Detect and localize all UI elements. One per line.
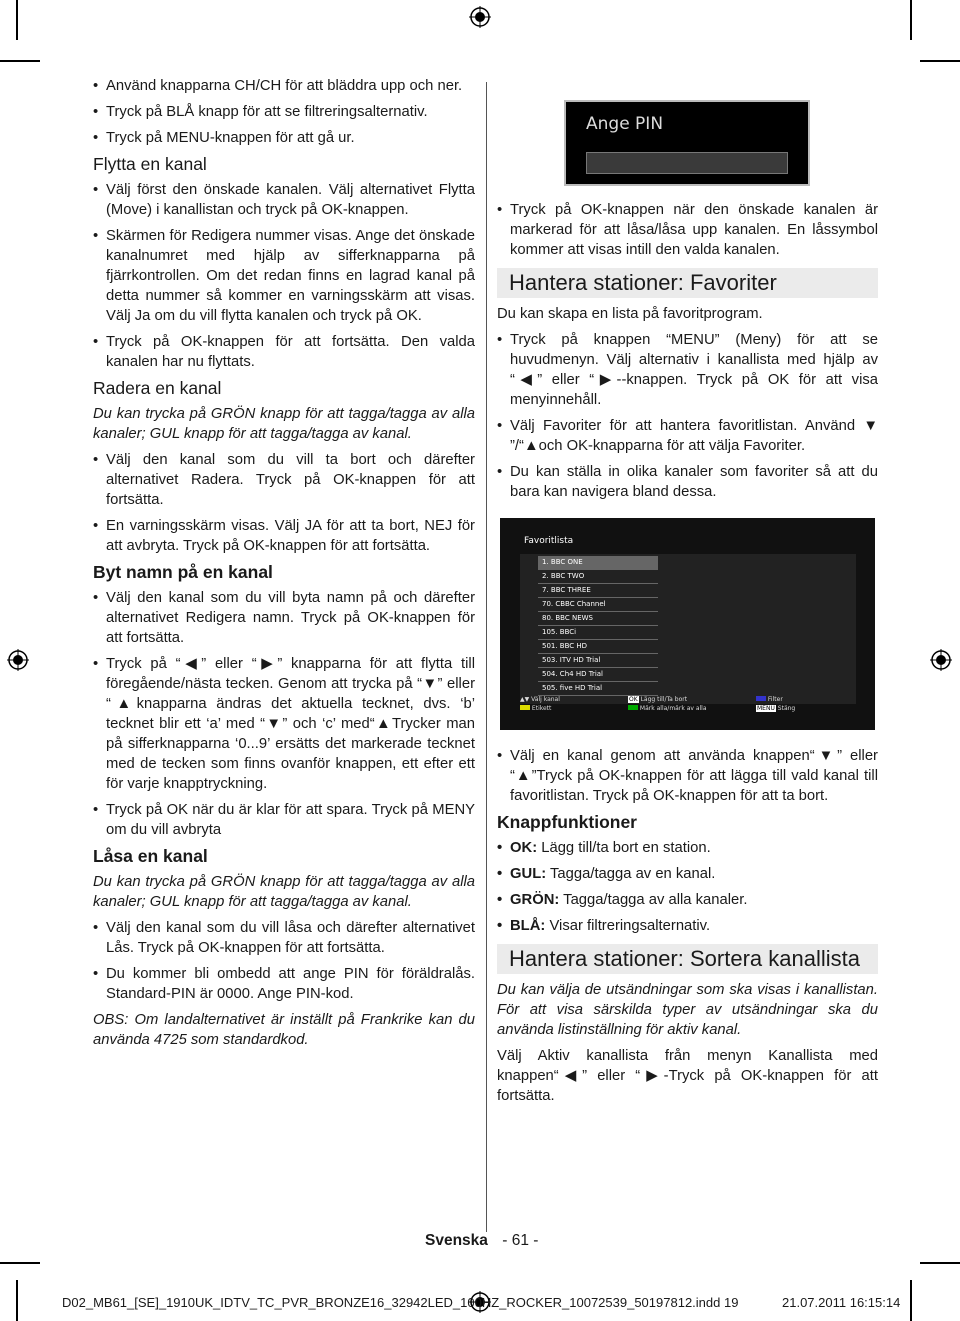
page-number: - 61 - bbox=[502, 1232, 539, 1249]
list-item[interactable]: 504. Ch4 HD Trial bbox=[538, 668, 658, 682]
updown-icon: ▲▼ bbox=[520, 696, 530, 703]
footer-language: Svenska bbox=[425, 1232, 488, 1249]
list-item: • Välj först den önskade kanalen. Välj alternativet Flytta (Move) i kanallistan och tryck på OK-knappen. bbox=[93, 180, 475, 220]
section-intro: Du kan skapa en lista på favoritprogram. bbox=[497, 306, 763, 322]
list-item[interactable]: 503. ITV HD Trial bbox=[538, 654, 658, 668]
registration-mark-icon bbox=[930, 649, 952, 671]
crop-mark bbox=[0, 60, 40, 62]
legend-filter: Filter bbox=[756, 696, 783, 703]
list-item: • Välj den kanal som du vill byta namn på och därefter alternativet Redigera namn. Tryck på OK-knappen för att fortsätta. bbox=[93, 588, 475, 648]
crop-mark bbox=[910, 1280, 912, 1321]
section-heading-favorites: Hantera stationer: Favoriter bbox=[497, 268, 878, 298]
list-item: • Tryck på OK-knappen när den önskade kanalen är markerad för att låsa/låsa upp kanalen. En låssymbol kommer att visas intill den valda kanalen. bbox=[497, 200, 878, 260]
list-item: • Välj den kanal som du vill ta bort och därefter alternativet Radera. Tryck på OK-knappen för att fortsätta. bbox=[93, 450, 475, 510]
list-item: • Välj den kanal som du vill låsa och därefter alternativet Lås. Tryck på OK-knappen för att fortsätta. bbox=[93, 918, 475, 958]
registration-mark-icon bbox=[469, 6, 491, 28]
list-item[interactable]: 1. BBC ONE bbox=[538, 556, 658, 570]
blue-key-icon bbox=[756, 696, 766, 701]
favorites-screen-title: Favoritlista bbox=[524, 536, 574, 546]
crop-mark bbox=[0, 1262, 40, 1264]
yellow-key-icon bbox=[520, 705, 530, 710]
legend-tag: Etikett bbox=[520, 705, 551, 712]
menu-key-icon: MENU bbox=[757, 705, 775, 712]
list-item[interactable]: 80. BBC NEWS bbox=[538, 612, 658, 626]
list-item[interactable]: 105. BBCi bbox=[538, 626, 658, 640]
list-item: • Tryck på OK när du är klar för att spara. Tryck på MENY om du vill avbryta bbox=[93, 800, 475, 840]
legend-mark: Märk alla/märk av alla bbox=[628, 705, 707, 712]
favorites-list bbox=[520, 554, 856, 704]
favorites-screen bbox=[500, 518, 875, 730]
note: OBS: Om landalternativet är inställt på Frankrike kan du använda 4725 som standardkod. bbox=[93, 1012, 475, 1048]
page-footer bbox=[425, 1232, 538, 1250]
crop-mark bbox=[910, 0, 912, 40]
list-item[interactable]: 2. BBC TWO bbox=[538, 570, 658, 584]
pin-screen bbox=[564, 100, 810, 186]
legend-select: ▲▼ Välj kanal bbox=[520, 696, 560, 703]
list-item: • Använd knapparna CH/CH för att bläddra upp och ner. bbox=[93, 76, 475, 96]
section-heading-lock: Låsa en kanal bbox=[93, 846, 208, 866]
column-divider bbox=[486, 82, 487, 1232]
crop-mark bbox=[16, 0, 18, 40]
paragraph: Välj Aktiv kanallista från menyn Kanallista med knappen“◀” eller “▶-Tryck på OK-knappen för att fortsätta. bbox=[497, 1048, 878, 1104]
section-heading-move: Flytta en kanal bbox=[93, 154, 207, 174]
crop-mark bbox=[16, 1280, 18, 1321]
legend-close: MENU Stäng bbox=[757, 705, 796, 712]
right-column-lower bbox=[497, 746, 878, 1112]
list-item[interactable]: 505. five HD Trial bbox=[538, 682, 658, 696]
list-item: • Du kommer bli ombedd att ange PIN för föräldralås. Standard-PIN är 0000. Ange PIN-kod. bbox=[93, 964, 475, 1004]
pin-screen-title: Ange PIN bbox=[586, 114, 664, 134]
favorites-items bbox=[538, 556, 658, 696]
section-heading-sort: Hantera stationer: Sortera kanallista bbox=[497, 944, 878, 974]
list-item: • Tryck på OK-knappen för att fortsätta. Den valda kanalen har nu flyttats. bbox=[93, 332, 475, 372]
list-item: • GRÖN: Tagga/tagga av alla kanaler. bbox=[497, 890, 878, 910]
list-item: • Tryck på knappen “MENU” (Meny) för att se huvudmenyn. Välj alternativ i kanallista med hjälp av “◀” eller “▶--knappen. Tryck på OK för att visa menyinnehåll. bbox=[497, 330, 878, 410]
crop-mark bbox=[920, 60, 960, 62]
list-item: • OK: Lägg till/ta bort en station. bbox=[497, 838, 878, 858]
registration-mark-icon bbox=[7, 649, 29, 671]
list-item: • Du kan ställa in olika kanaler som favoriter så att du bara kan navigera bland dessa. bbox=[497, 462, 878, 502]
section-intro: Du kan trycka på GRÖN knapp för att tagga/tagga av alla kanaler; GUL knapp för att tagga/tagga av kanal. bbox=[93, 874, 475, 910]
list-item: • Tryck på MENU-knappen för att gå ur. bbox=[93, 128, 475, 148]
footer-date: 21.07.2011 16:15:14 bbox=[782, 1295, 901, 1310]
list-item: • BLÅ: Visar filtreringsalternativ. bbox=[497, 916, 878, 936]
list-item: • Välj en kanal genom att använda knappen“▼” eller “▲”Tryck på OK-knappen för att lägga till vald kanal till favoritlistan. Tryck på OK-knappen för att ta bort. bbox=[497, 746, 878, 806]
list-item: • Välj Favoriter för att hantera favoritlistan. Använd ▼ ”/“▲och OK-knapparna för att välja Favoriter. bbox=[497, 416, 878, 456]
section-heading-rename: Byt namn på en kanal bbox=[93, 562, 273, 582]
footer-file-name: D02_MB61_[SE]_1910UK_IDTV_TC_PVR_BRONZE16_32942LED_100HZ_ROCKER_10072539_50197812.indd 19 bbox=[62, 1295, 739, 1310]
section-intro: Du kan trycka på GRÖN knapp för att tagga/tagga av alla kanaler; GUL knapp för att tagga/tagga av kanal. bbox=[93, 406, 475, 442]
list-item: • Skärmen för Redigera nummer visas. Ange det önskade kanalnumret med hjälp av sifferknapparna på fjärrkontrollen. Om det redan finns en lagrad kanal på detta nummer så kommer en varningsskärm att visas. Välj Ja om du vill flytta kanalen och tryck på OK. bbox=[93, 226, 475, 326]
section-heading-delete: Radera en kanal bbox=[93, 378, 222, 398]
section-heading-buttons: Knappfunktioner bbox=[497, 812, 637, 832]
right-column bbox=[497, 200, 878, 508]
left-column bbox=[93, 76, 475, 1056]
list-item: • En varningsskärm visas. Välj JA för att ta bort, NEJ för att avbryta. Tryck på OK-knappen för att fortsätta. bbox=[93, 516, 475, 556]
crop-mark bbox=[920, 1262, 960, 1264]
list-item: • GUL: Tagga/tagga av en kanal. bbox=[497, 864, 878, 884]
list-item: • Tryck på BLÅ knapp för att se filtreringsalternativ. bbox=[93, 102, 475, 122]
list-item[interactable]: 7. BBC THREE bbox=[538, 584, 658, 598]
green-key-icon bbox=[628, 705, 638, 710]
legend-ok: OK Lägg till/Ta bort bbox=[629, 696, 688, 703]
list-item: • Tryck på “◀” eller “▶” knapparna för att flytta till föregående/nästa tecken. Genom att trycka på “▼” eller “▲knapparna ändras det aktuella tecknet, dvs. ‘b’ tecknet blir ett ‘a’ med “▼” och ‘c’ med“▲Trycker man på sifferknapparna ‘0...9’ ersätts det markerade tecknet med de tecken som finns ovanför knappen, ett efter ett för varje knapptryckning. bbox=[93, 654, 475, 794]
pin-input[interactable] bbox=[586, 152, 788, 174]
list-item[interactable]: 501. BBC HD bbox=[538, 640, 658, 654]
section-intro: Du kan välja de utsändningar som ska visas i kanallistan. För att visa särskilda typer av utsändningar ska du använda listinställning för aktiv kanal. bbox=[497, 982, 878, 1038]
favorites-legend bbox=[520, 694, 860, 716]
ok-key-icon: OK bbox=[629, 696, 638, 703]
list-item[interactable]: 70. CBBC Channel bbox=[538, 598, 658, 612]
